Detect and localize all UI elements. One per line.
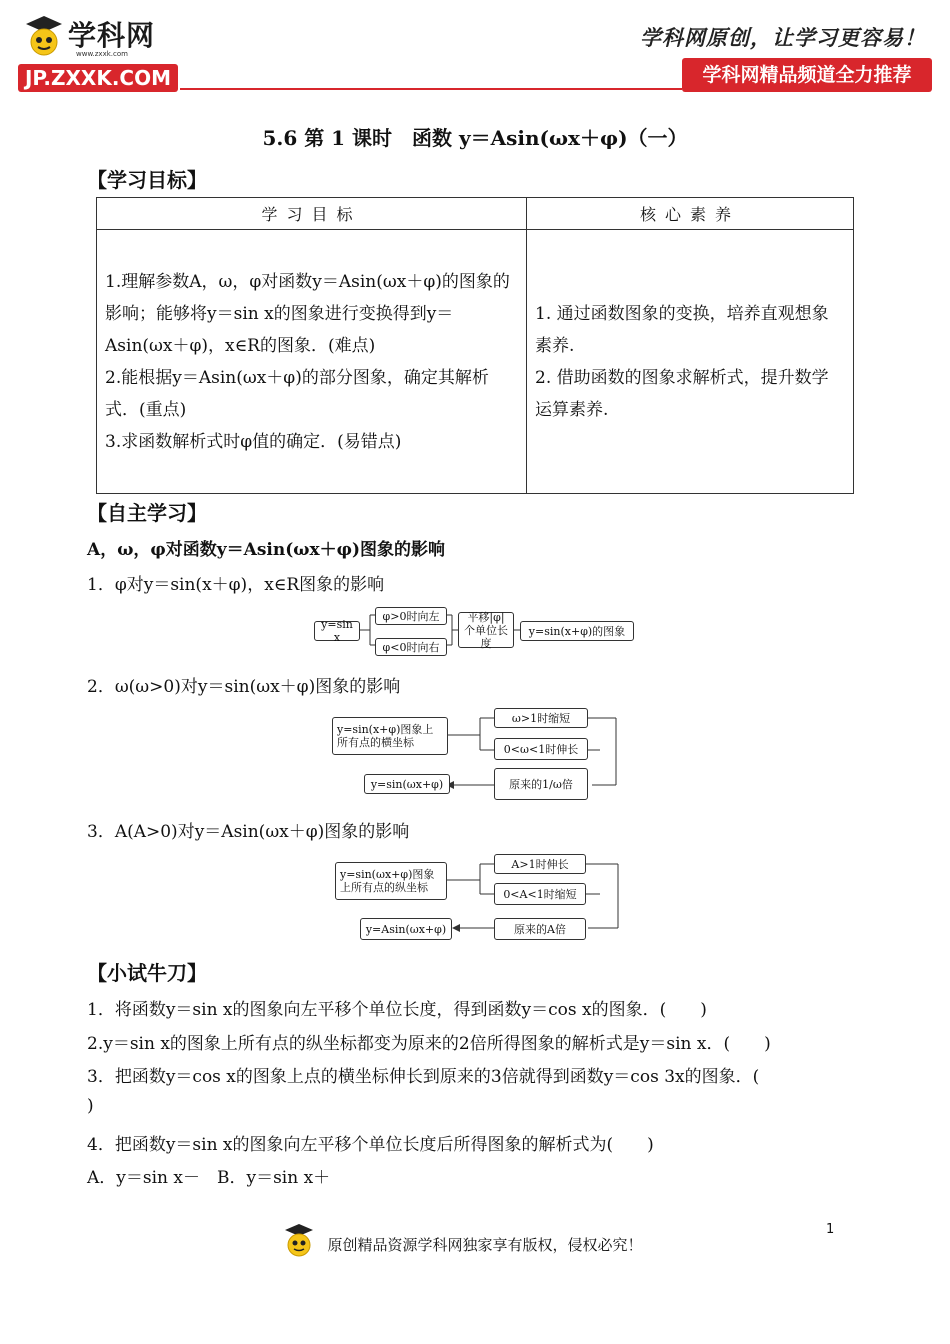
- question-1: 1．将函数y＝sin x的图象向左平移个单位长度，得到函数y＝cos x的图象．( ): [87, 1000, 707, 1020]
- practice-heading: 【小试牛刀】: [87, 961, 207, 985]
- d2-start: y=sin(x+φ)图象上所有点的横坐标: [332, 717, 448, 755]
- footer-copyright: 原创精品资源学科网独家享有版权，侵权必究！: [327, 1236, 643, 1254]
- item-2: 2．ω(ω>0)对y＝sin(ωx＋φ)图象的影响: [87, 677, 401, 697]
- logo-url-small: www.zxxk.com: [76, 50, 128, 58]
- objectives-col2-text: 1. 通过函数图象的变换，培养直观想象素养. 2. 借助函数的图象求解析式，提升数学运算素养.: [535, 303, 829, 420]
- objectives-col2-header: 核心素养: [527, 198, 854, 230]
- header-divider: [180, 88, 682, 90]
- slogan: 学科网原创，让学习更容易！: [640, 25, 926, 50]
- logo-name: 学科网: [68, 19, 156, 52]
- question-4-options: A．y＝sin x－ B．y＝sin x＋: [87, 1168, 331, 1188]
- d3-upper: A>1时伸长: [494, 854, 586, 874]
- d3-end: y=Asin(ωx+φ): [360, 918, 452, 940]
- d1-upper: φ>0时向左: [375, 607, 447, 625]
- question-3: 3．把函数y＝cos x的图象上点的横坐标伸长到原来的3倍就得到函数y＝cos 3x的图象．(: [87, 1067, 760, 1087]
- page-number: 1: [826, 1222, 835, 1237]
- objectives-col1-header: 学习目标: [97, 198, 527, 230]
- self-study-subtitle: A，ω，φ对函数y＝Asin(ωx＋φ)图象的影响: [87, 540, 446, 560]
- page-title: 5.6 第 1 课时 函数 y＝Asin(ωx＋φ)（一）: [262, 126, 688, 150]
- d1-end: y=sin(x+φ)的图象: [520, 621, 634, 641]
- d1-start: y=sin x: [314, 621, 360, 641]
- d1-lower: φ<0时向右: [375, 638, 447, 656]
- objectives-heading: 【学习目标】: [87, 168, 207, 192]
- item-1: 1．φ对y＝sin(x＋φ)，x∈R图象的影响: [87, 575, 385, 595]
- d2-factor: 原来的1/ω倍: [494, 768, 588, 800]
- site-logo[interactable]: [18, 14, 180, 98]
- self-study-heading: 【自主学习】: [87, 501, 207, 525]
- d3-start: y=sin(ωx+φ)图象上所有点的纵坐标: [335, 862, 447, 900]
- recommend-banner[interactable]: 学科网精品频道全力推荐: [682, 58, 932, 92]
- logo-url: JP.ZXXK.COM: [18, 64, 178, 92]
- d2-upper: ω>1时缩短: [494, 708, 588, 728]
- question-4: 4．把函数y＝sin x的图象向左平移个单位长度后所得图象的解析式为( ): [87, 1135, 654, 1155]
- question-3-cont: ): [87, 1096, 94, 1116]
- objectives-col1-text: 1.理解参数A，ω，φ对函数y＝Asin(ωx＋φ)的图象的影响；能够将y＝sin x的图象进行变换得到y＝Asin(ωx＋φ)，x∈R的图象．(难点) 2.能根据y＝Asin(ωx＋φ)的部分图象，确定其解析式．(重点) 3.求函数解析式时φ值的确定．(易错点): [105, 271, 510, 452]
- item-3: 3．A(A>0)对y＝Asin(ωx＋φ)图象的影响: [87, 822, 410, 842]
- d2-lower: 0<ω<1时伸长: [494, 738, 588, 760]
- d3-lower: 0<A<1时缩短: [494, 883, 586, 905]
- question-2: 2.y＝sin x的图象上所有点的纵坐标都变为原来的2倍所得图象的解析式是y＝sin x．( ): [87, 1034, 771, 1054]
- d2-end: y=sin(ωx+φ): [364, 774, 450, 794]
- mascot-icon: [22, 14, 66, 62]
- d3-factor: 原来的A倍: [494, 918, 586, 940]
- objectives-table: [96, 197, 854, 494]
- d1-middle: 平移|φ|个单位长度: [458, 612, 514, 648]
